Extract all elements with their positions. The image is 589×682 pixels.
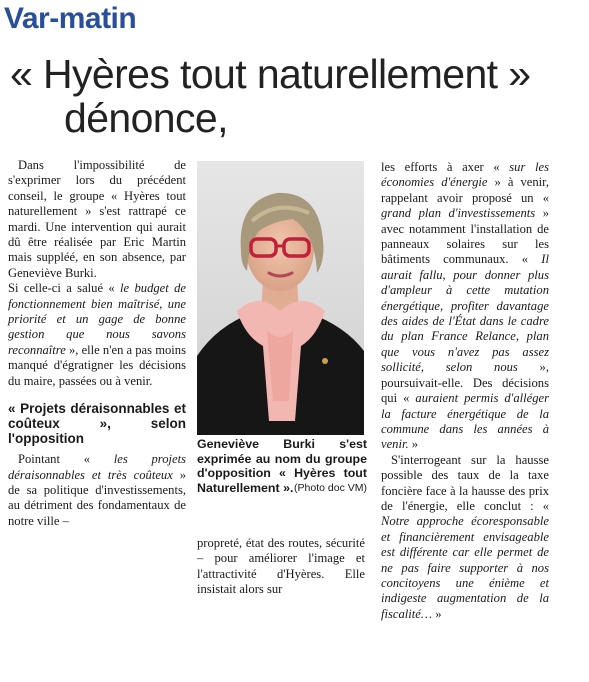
subheading: « Projets déraisonnables et coûteux », selon l'opposition [8,401,186,447]
headline-line-2: dénonce, [64,95,228,141]
article-column-1 [8,158,186,529]
article-column-3 [381,160,549,622]
portrait-illustration [197,161,364,435]
headline-line-1: « Hyères tout naturellement » [10,51,531,97]
article-column-2 [197,536,365,598]
portrait-photo [197,161,364,435]
photo-credit: (Photo doc VM) [294,481,367,494]
paragraph-energy: les efforts à axer « sur les économies d'énergie » à venir, rappelant avoir proposé un « grand plan d'investissements » avec notamment l'installation de panneaux solaires sur les bâtiments communaux. « Il aurait fallu, pour donner plus d'ampleur à cette mutation énergétique, profiter davantage des aides de l'État dans le cadre du plan France Relance, plan que vous n'avez pas assez sollicité, selon nous », poursuivait-elle. Des décisions qui « auraient permis d'alléger la facture énergétique de la commune dans les années à venir. » [381,160,550,452]
quote-budget: le budget de fonctionnement bien maîtrisé, une priorité et un gage de bonne gestion que nous savons reconnaître [8,281,186,357]
quote-relance: Il aurait fallu, pour donner plus d'ampleur à cette mutation énergétique, profiter davantage des aides de l'État dans le cadre du plan France Relance, plan que vous n'avez pas assez sollicité, selon nous [381,252,549,375]
paragraph-continuation: propreté, état des routes, sécurité – pour améliorer l'image et l'attractivité d'Hyères. Elle insistait alors sur [197,536,365,597]
paragraph-budget: Si celle-ci a salué « le budget de fonctionnement bien maîtrisé, une priorité et un gage de bonne gestion que nous savons reconnaître », elle n'en a pas moins manqué d'égratigner les décisions du maire, passées ou à venir. [8,281,186,388]
masthead: Var-matin [4,2,137,35]
paragraph-conclusion: S'interrogeant sur la hausse possible des taux de la taxe foncière face à la hausse des prix de l'énergie, elle conclut : « Notre approche écoresponsable et financièrement envisageable est différente car elle permet de ne pas faire supporter à nos concitoyens une énième et indigeste augmentation de la fiscalité… » [381,452,549,621]
quote-projects: les projets déraisonnables et très coûteux [8,452,187,482]
photo-caption [197,437,367,495]
paragraph-intro: Dans l'impossibilité de s'exprimer lors du précédent conseil, le groupe « Hyères tout naturellement » s'est rattrapé ce mardi. Une intervention qui aurait dû être réalisée par Eric Martin mais suppléé, en son absence, par Geneviève Burki. [8,158,186,280]
paragraph-projects: Pointant « les projets déraisonnables et très coûteux » de sa politique d'investissements, au détriment des fondamentaux de notre ville – [8,452,187,528]
caption-text: Geneviève Burki s'est exprimée au nom du groupe d'opposition « Hyères tout Naturellement ». [197,437,367,495]
headline [10,52,530,140]
quote-conclusion: Notre approche écoresponsable et financièrement envisageable est différente car elle permet de ne pas faire supporter à nos concitoyens une énième et indigeste augmentation de la fiscalité… [381,514,549,621]
